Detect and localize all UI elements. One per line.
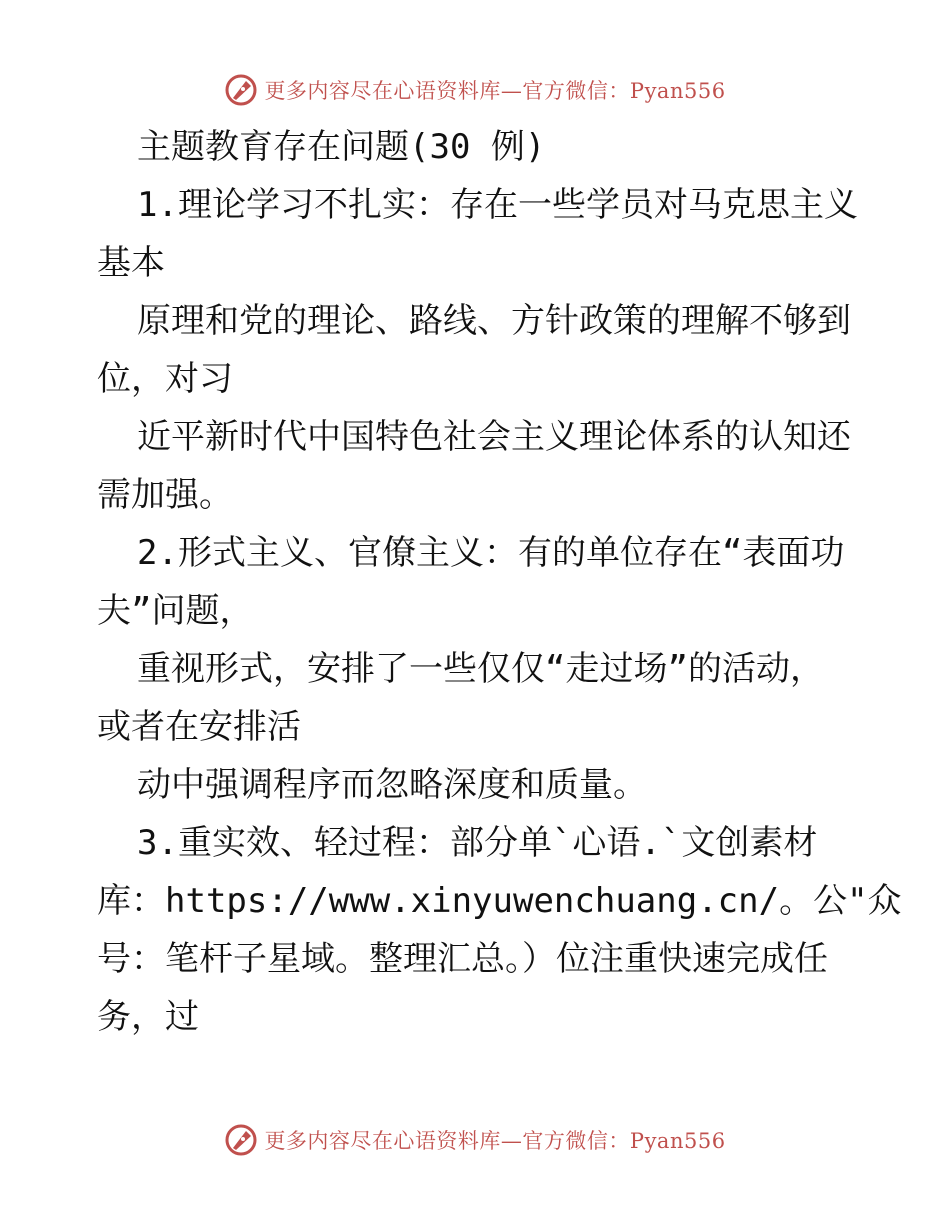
text-line: 3.重实效、轻过程：部分单`心语.`文创素材 bbox=[137, 823, 818, 863]
text-line: 位，对习 bbox=[97, 359, 233, 399]
text-line: 或者在安排活 bbox=[97, 707, 301, 747]
text-line: 动中强调程序而忽略深度和质量。 bbox=[137, 765, 647, 805]
text-line: 近平新时代中国特色社会主义理论体系的认知还 bbox=[137, 417, 851, 457]
text-line: 2.形式主义、官僚主义：有的单位存在“表面功 bbox=[137, 533, 845, 573]
text-line: 务，过 bbox=[97, 997, 199, 1037]
document-body bbox=[97, 118, 902, 1046]
footer-banner-text: 更多内容尽在心语资料库—官方微信：Pyan556 bbox=[264, 1129, 726, 1153]
document-title: 主题教育存在问题(30 例) bbox=[137, 127, 546, 167]
pen-nib-logo-icon bbox=[224, 73, 258, 107]
footer-watermark-banner bbox=[0, 1120, 950, 1160]
text-line: 1.理论学习不扎实：存在一些学员对马克思主义 bbox=[137, 185, 858, 225]
text-line: 原理和党的理论、路线、方针政策的理解不够到 bbox=[137, 301, 851, 341]
header-banner-text: 更多内容尽在心语资料库—官方微信：Pyan556 bbox=[264, 79, 726, 103]
text-line: 基本 bbox=[97, 243, 165, 283]
pen-nib-logo-icon bbox=[224, 1123, 258, 1157]
text-line: 库：https://www.xinyuwenchuang.cn/。公"众 bbox=[97, 881, 902, 921]
text-line: 需加强。 bbox=[97, 475, 233, 515]
header-watermark-banner bbox=[0, 70, 950, 110]
text-line: 号：笔杆子星域。整理汇总。）位注重快速完成任 bbox=[97, 939, 828, 979]
text-line: 重视形式，安排了一些仅仅“走过场”的活动， bbox=[137, 649, 824, 689]
text-line: 夫”问题， bbox=[97, 591, 254, 631]
